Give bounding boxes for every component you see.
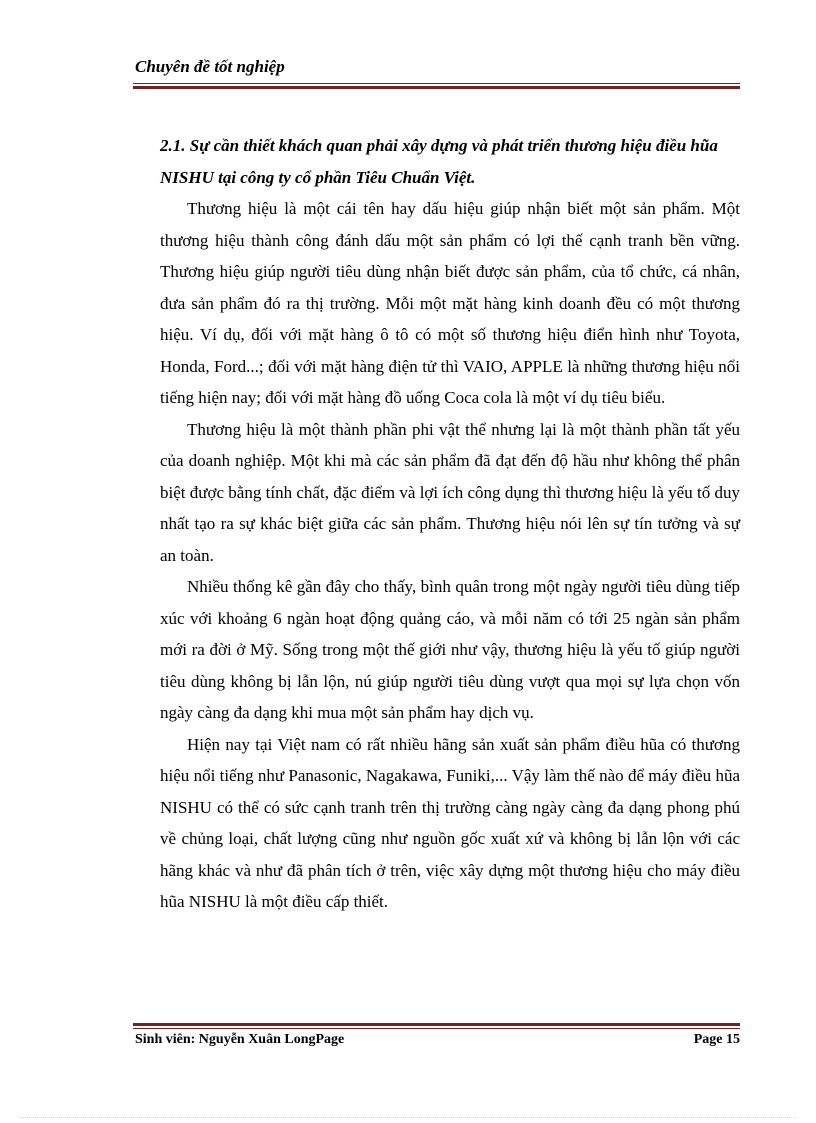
- body-text: [160, 193, 740, 918]
- header-title: Chuyên đề tốt nghiệp: [135, 57, 285, 76]
- header-rule-thick: [133, 86, 740, 89]
- paragraph: Hiện nay tại Việt nam có rất nhiều hãng sản xuất sản phẩm điều hũa có thương hiệu nổi tiếng như Panasonic, Nagakawa, Funiki,... Vậy làm thế nào để máy điều hũa NISHU có thể có sức cạnh tranh trên thị trường càng ngày càng đa dạng phong phú về chủng loại, chất lượng cũng như nguồn gốc xuất xứ và không bị lẫn lộn với các hãng khác và như đã phân tích ở trên, việc xây dựng một thương hiệu cho máy điều hũa NISHU là một điều cấp thiết.: [160, 734, 740, 911]
- header-rule-thin: [133, 83, 740, 84]
- section-heading: 2.1. Sự cần thiết khách quan phải xây dựng và phát triển thương hiệu điều hũa NISHU tại công ty cổ phần Tiêu Chuẩn Việt.: [160, 136, 718, 187]
- page-edge-divider: [20, 1117, 796, 1118]
- paragraph: Nhiều thống kê gần đây cho thấy, bình quân trong một ngày người tiêu dùng tiếp xúc với khoảng 6 ngàn hoạt động quảng cáo, và mỗi năm có tới 25 ngàn sản phẩm mới ra đời ở Mỹ. Sống trong một thế giới như vậy, thương hiệu là yếu tố giúp người tiêu dùng không bị lẫn lộn, nú giúp người tiêu dùng vượt qua mọi sự lựa chọn vốn ngày càng đa dạng khi mua một sản phẩm hay dịch vụ.: [160, 577, 740, 722]
- footer-rule-thick: [133, 1023, 740, 1026]
- paragraph: Thương hiệu là một thành phần phi vật thể nhưng lại là một thành phần tất yếu của doanh nghiệp. Một khi mà các sản phẩm đã đạt đến độ hầu như không thể phân biệt được bằng tính chất, đặc điểm và lợi ích công dụng thì thương hiệu là yếu tố duy nhất tạo ra sự khác biệt giữa các sản phẩm. Thương hiệu nói lên sự tín tưởng và sự an toàn.: [160, 419, 740, 565]
- page-number: Page 15: [693, 1032, 740, 1047]
- footer-row: [135, 1032, 740, 1048]
- paragraph: Thương hiệu là một cái tên hay dấu hiệu giúp nhận biết một sản phẩm. Một thương hiệu thành công đánh dấu một sản phẩm có lợi thế cạnh tranh bền vững. Thương hiệu giúp người tiêu dùng nhận biết được sản phẩm, của tổ chức, cá nhân, đưa sản phẩm đó ra thị trường. Mỗi một mặt hàng kinh doanh đều có một thương hiệu. Ví dụ, đối với mặt hàng ô tô có một số thương hiệu điển hình như Toyota, Honda, Ford...; đối với mặt hàng điện tử thì VAIO, APPLE là những thương hiệu nổi tiếng hiện nay; đối với mặt hàng đồ uống Coca cola là một ví dụ tiêu biểu.: [160, 199, 740, 407]
- footer-author: Sinh viên: Nguyễn Xuân LongPage: [135, 1032, 345, 1047]
- footer-rule-thin: [133, 1028, 740, 1029]
